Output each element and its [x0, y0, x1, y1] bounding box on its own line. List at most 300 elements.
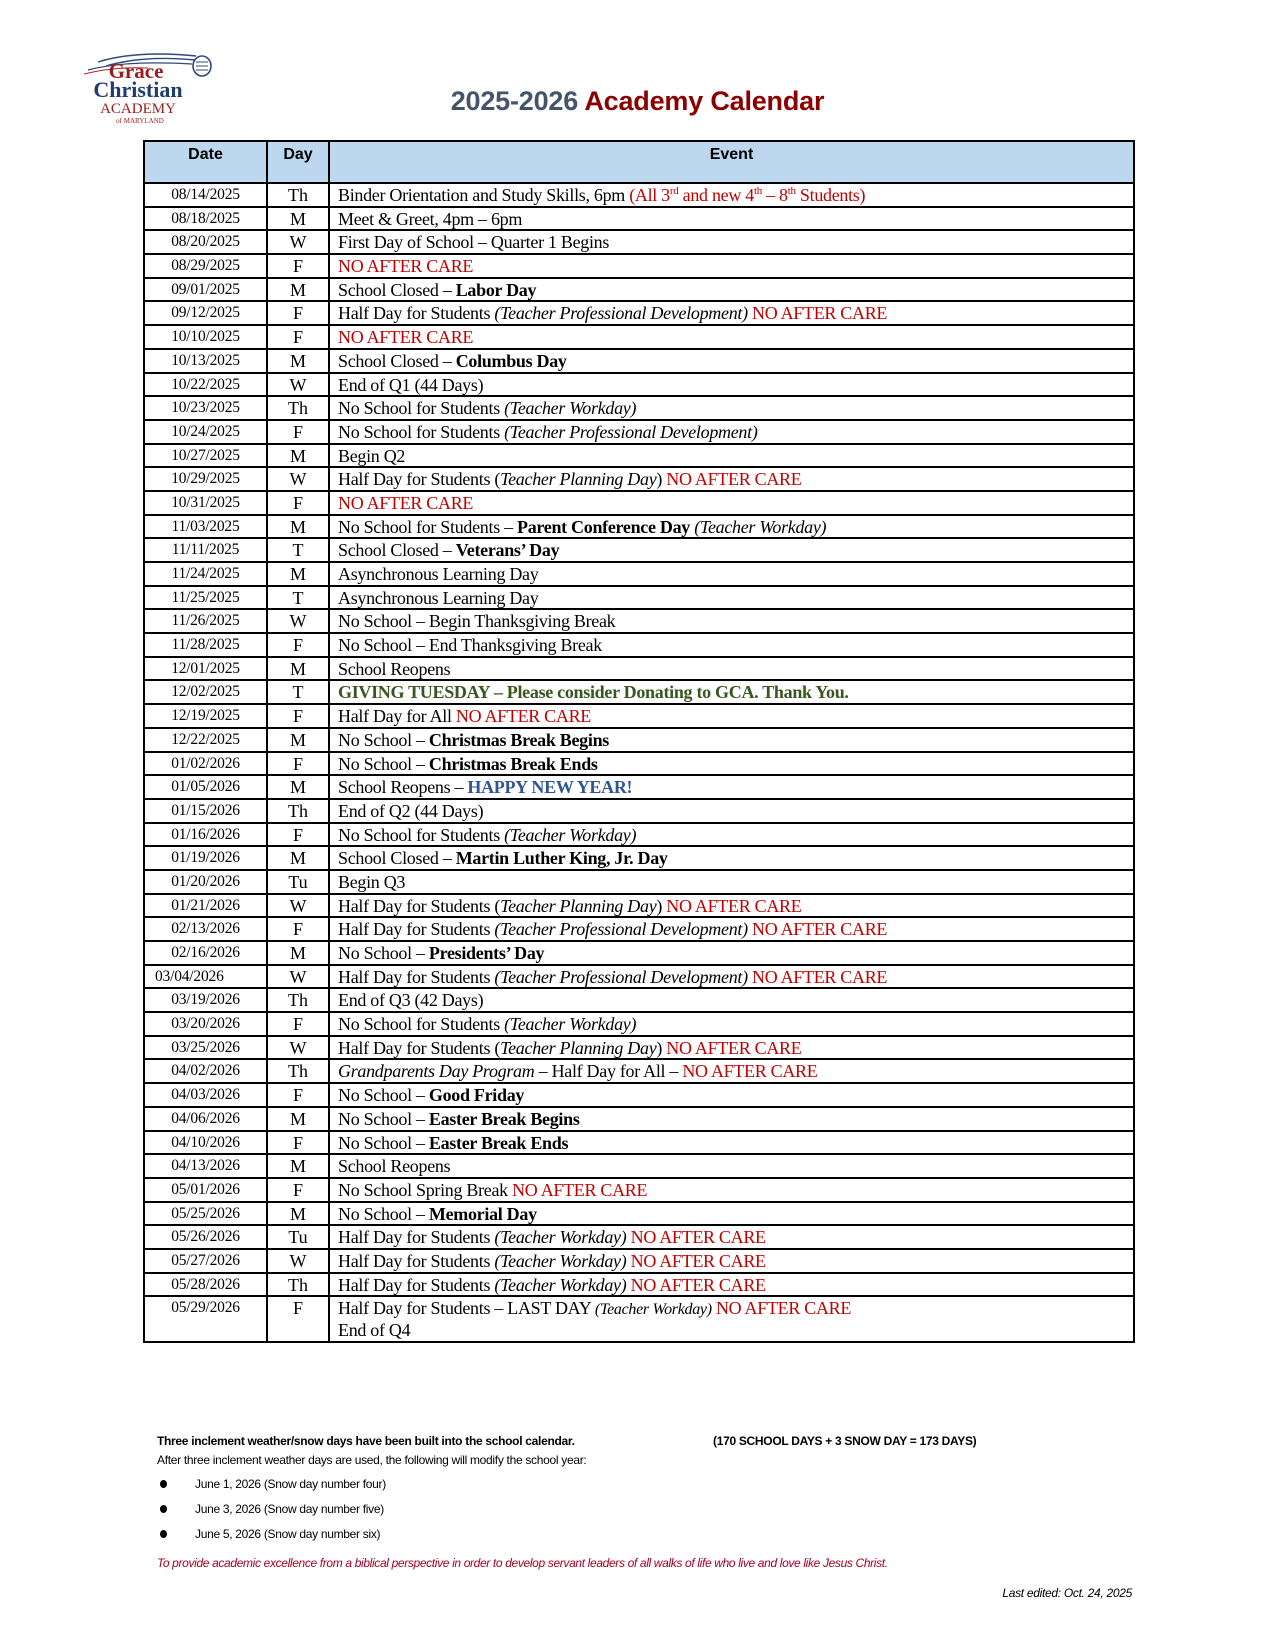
cell-day: M — [267, 349, 329, 373]
cell-event — [329, 349, 1134, 373]
cell-date: 05/27/2026 — [144, 1249, 267, 1273]
table-row — [144, 680, 1134, 704]
cell-day: M — [267, 278, 329, 302]
cell-day: Th — [267, 1059, 329, 1083]
cell-day: M — [267, 728, 329, 752]
event-text-segment: No School – — [338, 1085, 429, 1106]
event-text-segment: No School – — [338, 1203, 429, 1224]
event-text-segment: No School – — [338, 1108, 429, 1129]
cell-event — [329, 183, 1134, 207]
cell-event — [329, 278, 1134, 302]
last-edited: Last edited: Oct. 24, 2025 — [1002, 1586, 1132, 1600]
cell-event — [329, 728, 1134, 752]
cell-event — [329, 230, 1134, 254]
table-row — [144, 325, 1134, 349]
table-row — [144, 965, 1134, 989]
event-text-segment: (Teacher Workday) — [494, 1227, 627, 1248]
event-text-segment: No School for Students — [338, 421, 505, 442]
list-item — [158, 1526, 386, 1551]
table-header-row — [144, 141, 1134, 183]
cell-event — [329, 254, 1134, 278]
mission-statement: To provide academic excellence from a biblical perspective in order to develop servant leaders of all walks of life who live and love like Jesus Christ. — [157, 1556, 888, 1570]
table-row — [144, 278, 1134, 302]
cell-event — [329, 325, 1134, 349]
event-text-segment: Half Day for Students ( — [338, 895, 501, 916]
event-text-segment: Parent Conference Day — [517, 516, 690, 537]
cell-date: 08/20/2025 — [144, 230, 267, 254]
cell-day: W — [267, 467, 329, 491]
table-row — [144, 467, 1134, 491]
cell-day: F — [267, 633, 329, 657]
cell-day: M — [267, 515, 329, 539]
event-text-segment: NO AFTER CARE — [338, 492, 474, 513]
event-text-segment: Binder Orientation and Study Skills, 6pm — [338, 185, 630, 205]
table-row — [144, 491, 1134, 515]
cell-event — [329, 609, 1134, 633]
cell-event — [329, 1059, 1134, 1083]
cell-day: F — [267, 823, 329, 847]
cell-event — [329, 1202, 1134, 1226]
cell-date: 04/06/2026 — [144, 1107, 267, 1131]
cell-event — [329, 1083, 1134, 1107]
cell-day: M — [267, 1202, 329, 1226]
event-text-segment: NO AFTER CARE — [666, 1037, 802, 1058]
cell-date: 08/29/2025 — [144, 254, 267, 278]
cell-day: M — [267, 941, 329, 965]
table-row — [144, 562, 1134, 586]
event-text-segment: Begin Q3 — [338, 871, 406, 892]
event-text-segment: Half Day for Students — [338, 966, 495, 987]
table-row — [144, 515, 1134, 539]
cell-date: 10/23/2025 — [144, 396, 267, 420]
cell-date: 02/16/2026 — [144, 941, 267, 965]
cell-date: 10/27/2025 — [144, 444, 267, 468]
cell-date: 01/21/2026 — [144, 894, 267, 918]
cell-day: F — [267, 301, 329, 325]
table-row — [144, 1202, 1134, 1226]
event-text-segment: Teacher Planning Day — [500, 1037, 657, 1058]
cell-event — [329, 941, 1134, 965]
event-text-segment: Half Day for Students — [338, 1227, 495, 1248]
cell-day: M — [267, 846, 329, 870]
event-text-segment: No School – — [338, 1132, 429, 1153]
cell-event — [329, 396, 1134, 420]
cell-event — [329, 1036, 1134, 1060]
column-header-event: Event — [329, 141, 1134, 183]
event-text-segment: NO AFTER CARE — [752, 919, 888, 940]
table-row — [144, 941, 1134, 965]
list-item — [158, 1501, 386, 1526]
cell-day: M — [267, 444, 329, 468]
table-row — [144, 704, 1134, 728]
cell-day: Th — [267, 799, 329, 823]
cell-day: M — [267, 562, 329, 586]
bullet-icon — [160, 1530, 167, 1538]
table-row — [144, 1107, 1134, 1131]
table-row — [144, 420, 1134, 444]
event-text-segment: No School for Students — [338, 1014, 505, 1035]
logo-text-christian: Christian — [93, 77, 183, 102]
event-text-segment: Memorial Day — [428, 1203, 537, 1224]
event-text-segment: (Teacher Professional Development) — [504, 421, 758, 442]
cell-day: M — [267, 1107, 329, 1131]
cell-day: Th — [267, 988, 329, 1012]
event-text-segment: School Closed – — [338, 279, 456, 300]
cell-date: 10/31/2025 — [144, 491, 267, 515]
snow-day-list — [158, 1476, 386, 1551]
snow-day-item: June 3, 2026 (Snow day number five) — [195, 1502, 384, 1516]
cell-date: 12/22/2025 — [144, 728, 267, 752]
logo-text-maryland: of MARYLAND — [116, 117, 164, 125]
cell-event — [329, 586, 1134, 610]
event-text-segment: NO AFTER CARE — [666, 895, 802, 916]
event-text-segment: School Closed – — [338, 848, 456, 869]
table-row — [144, 586, 1134, 610]
cell-date: 10/22/2025 — [144, 373, 267, 397]
cell-event — [329, 301, 1134, 325]
event-text-segment: Half Day for Students ( — [338, 469, 501, 490]
cell-event — [329, 207, 1134, 231]
event-text-segment: (Teacher Workday) — [494, 1274, 627, 1295]
event-text-segment: GIVING TUESDAY – Please consider Donating to GCA. Thank You. — [338, 682, 849, 703]
event-text-segment: (Teacher Professional Development) — [494, 919, 748, 940]
bullet-icon — [160, 1505, 167, 1513]
cell-day: W — [267, 965, 329, 989]
cell-date: 08/14/2025 — [144, 183, 267, 207]
event-text-segment: NO AFTER CARE — [630, 1227, 766, 1248]
event-text-segment: Asynchronous Learning Day — [338, 587, 539, 608]
event-text-segment: End of Q4 — [338, 1320, 411, 1341]
cell-date: 11/25/2025 — [144, 586, 267, 610]
cell-event — [329, 1178, 1134, 1202]
cell-event — [329, 1225, 1134, 1249]
cell-day: T — [267, 680, 329, 704]
cell-date: 05/29/2026 — [144, 1296, 267, 1342]
cell-event — [329, 965, 1134, 989]
event-text-segment: School Reopens — [338, 1156, 451, 1177]
cell-day: M — [267, 775, 329, 799]
cell-date: 01/16/2026 — [144, 823, 267, 847]
table-row — [144, 230, 1134, 254]
event-text-segment: No School for Students — [338, 398, 505, 419]
title-year: 2025-2026 — [450, 86, 579, 116]
cell-day: W — [267, 894, 329, 918]
event-text-segment: School Closed – — [338, 350, 456, 371]
event-text-segment: Half Day for Students — [338, 919, 495, 940]
cell-date: 05/01/2026 — [144, 1178, 267, 1202]
cell-day: F — [267, 1012, 329, 1036]
event-text-segment: Teacher Planning Day — [500, 469, 657, 490]
event-text-segment: No School – — [338, 729, 429, 750]
table-row — [144, 396, 1134, 420]
event-text-segment: Easter Break Ends — [428, 1132, 569, 1153]
table-row — [144, 657, 1134, 681]
cell-event — [329, 538, 1134, 562]
table-row — [144, 752, 1134, 776]
cell-day: Th — [267, 183, 329, 207]
cell-date: 01/20/2026 — [144, 870, 267, 894]
event-text-segment: ) — [656, 895, 667, 916]
event-text-segment: School Reopens – — [338, 777, 468, 798]
cell-day: F — [267, 491, 329, 515]
cell-date: 03/20/2026 — [144, 1012, 267, 1036]
cell-date: 10/24/2025 — [144, 420, 267, 444]
event-text-segment: and new 4 — [678, 185, 754, 205]
cell-day: F — [267, 1131, 329, 1155]
table-row — [144, 1012, 1134, 1036]
table-row — [144, 799, 1134, 823]
event-text-segment: School Closed – — [338, 540, 456, 561]
event-text-segment: HAPPY NEW YEAR! — [467, 777, 633, 798]
event-text-segment: Asynchronous Learning Day — [338, 564, 539, 584]
event-text-segment: – Half Day for All – — [534, 1061, 683, 1082]
cell-day: W — [267, 1036, 329, 1060]
cell-day: Th — [267, 1273, 329, 1297]
cell-event — [329, 1296, 1134, 1342]
cell-date: 01/05/2026 — [144, 775, 267, 799]
cell-event — [329, 988, 1134, 1012]
cell-event — [329, 657, 1134, 681]
cell-date: 10/29/2025 — [144, 467, 267, 491]
table-row — [144, 894, 1134, 918]
calendar-table — [143, 140, 1135, 1343]
cell-day: Tu — [267, 870, 329, 894]
cell-day: T — [267, 538, 329, 562]
table-row — [144, 775, 1134, 799]
table-row — [144, 349, 1134, 373]
cell-day: F — [267, 1083, 329, 1107]
cell-day: W — [267, 1249, 329, 1273]
cell-event — [329, 1012, 1134, 1036]
cell-event — [329, 752, 1134, 776]
cell-event — [329, 491, 1134, 515]
cell-day: F — [267, 1296, 329, 1342]
cell-event — [329, 680, 1134, 704]
event-text-segment: NO AFTER CARE — [666, 469, 802, 490]
cell-date: 12/19/2025 — [144, 704, 267, 728]
cell-event — [329, 515, 1134, 539]
event-text-segment: NO AFTER CARE — [752, 966, 888, 987]
cell-day: F — [267, 420, 329, 444]
event-text-segment: NO AFTER CARE — [682, 1061, 818, 1082]
event-text-segment: No School – Begin Thanksgiving Break — [338, 611, 616, 632]
event-text-segment: (Teacher Workday) — [504, 824, 637, 845]
title-name: Academy Calendar — [584, 86, 825, 116]
cell-date: 05/25/2026 — [144, 1202, 267, 1226]
cell-date: 12/02/2025 — [144, 680, 267, 704]
event-text-segment: Martin Luther King, Jr. Day — [455, 848, 668, 869]
cell-event — [329, 373, 1134, 397]
cell-date: 03/25/2026 — [144, 1036, 267, 1060]
table-row — [144, 823, 1134, 847]
calendar-body — [144, 183, 1134, 1342]
event-text-segment: End of Q1 (44 Days) — [338, 374, 484, 395]
event-text-segment: Half Day for Students — [338, 1274, 495, 1295]
table-row — [144, 254, 1134, 278]
event-text-segment: NO AFTER CARE — [338, 327, 474, 348]
event-text-segment: No School – End Thanksgiving Break — [338, 635, 602, 656]
event-text-segment: (All 3 — [629, 185, 670, 205]
cell-event — [329, 799, 1134, 823]
cell-date: 10/13/2025 — [144, 349, 267, 373]
table-row — [144, 988, 1134, 1012]
cell-date: 11/11/2025 — [144, 538, 267, 562]
cell-date: 01/02/2026 — [144, 752, 267, 776]
table-row — [144, 870, 1134, 894]
table-row — [144, 373, 1134, 397]
cell-day: M — [267, 1154, 329, 1178]
cell-day: F — [267, 917, 329, 941]
event-text-segment: ) — [656, 469, 667, 490]
table-row — [144, 917, 1134, 941]
cell-day: W — [267, 373, 329, 397]
event-text-segment: – 8 — [761, 185, 788, 205]
table-row — [144, 301, 1134, 325]
cell-event — [329, 633, 1134, 657]
table-row — [144, 1083, 1134, 1107]
cell-day: Th — [267, 396, 329, 420]
snow-day-item: June 1, 2026 (Snow day number four) — [195, 1477, 386, 1491]
cell-day: F — [267, 325, 329, 349]
table-row — [144, 538, 1134, 562]
logo-text-grace: Grace — [108, 59, 164, 83]
event-text-segment: No School – — [338, 943, 429, 963]
event-text-segment: Teacher Planning Day — [500, 895, 657, 916]
cell-date: 05/26/2026 — [144, 1225, 267, 1249]
event-text-segment: ) — [656, 1037, 667, 1058]
cell-date: 09/01/2025 — [144, 278, 267, 302]
table-row — [144, 1036, 1134, 1060]
cell-date: 02/13/2026 — [144, 917, 267, 941]
event-text-segment: First Day of School – Quarter 1 Begins — [338, 232, 610, 253]
event-text-segment: NO AFTER CARE — [338, 256, 474, 277]
cell-event — [329, 1249, 1134, 1273]
event-text-segment: Christmas Break Begins — [428, 729, 609, 750]
event-text-segment: School Reopens — [338, 658, 451, 679]
modify-note: After three inclement weather days are used, the following will modify the school year: — [157, 1453, 587, 1467]
table-row — [144, 207, 1134, 231]
cell-date: 12/01/2025 — [144, 657, 267, 681]
cell-date: 11/03/2025 — [144, 515, 267, 539]
table-row — [144, 1273, 1134, 1297]
cell-event — [329, 894, 1134, 918]
event-text-segment: No School for Students – — [338, 516, 517, 537]
cell-date: 01/15/2026 — [144, 799, 267, 823]
event-text-segment: No School – — [338, 753, 429, 774]
event-text-segment: (Teacher Professional Development) — [494, 966, 748, 987]
event-text-segment: NO AFTER CARE — [630, 1250, 766, 1271]
cell-day: M — [267, 657, 329, 681]
snow-days-note: Three inclement weather/snow days have been built into the school calendar. — [157, 1434, 575, 1448]
cell-day: F — [267, 254, 329, 278]
cell-date: 11/24/2025 — [144, 562, 267, 586]
event-text-segment: Easter Break Begins — [428, 1108, 580, 1129]
event-text-segment: NO AFTER CARE — [630, 1274, 766, 1295]
event-text-segment: No School Spring Break — [338, 1179, 513, 1200]
event-text-segment: rd — [669, 185, 679, 197]
event-text-segment: NO AFTER CARE — [715, 1298, 852, 1319]
event-text-segment: No School for Students — [338, 824, 505, 845]
column-header-day: Day — [267, 141, 329, 183]
cell-event — [329, 870, 1134, 894]
cell-day: Tu — [267, 1225, 329, 1249]
cell-event — [329, 467, 1134, 491]
table-row — [144, 1178, 1134, 1202]
table-row — [144, 183, 1134, 207]
event-text-segment: Half Day for Students — [338, 303, 495, 324]
event-text-segment: Labor Day — [455, 279, 537, 300]
cell-day: W — [267, 609, 329, 633]
table-row — [144, 444, 1134, 468]
cell-event — [329, 1107, 1134, 1131]
bullet-icon — [160, 1480, 167, 1488]
cell-date: 11/26/2025 — [144, 609, 267, 633]
table-row — [144, 1131, 1134, 1155]
cell-date: 04/10/2026 — [144, 1131, 267, 1155]
event-text-segment: th — [753, 185, 762, 197]
event-text-segment: Meet & Greet, 4pm – 6pm — [338, 208, 523, 229]
table-row — [144, 1296, 1134, 1342]
cell-event — [329, 562, 1134, 586]
column-header-date: Date — [144, 141, 267, 183]
event-text-segment: Half Day for All — [338, 706, 456, 727]
table-row — [144, 633, 1134, 657]
table-row — [144, 1154, 1134, 1178]
cell-event — [329, 1154, 1134, 1178]
event-text-segment: NO AFTER CARE — [752, 303, 888, 324]
snow-day-item: June 5, 2026 (Snow day number six) — [195, 1527, 381, 1541]
cell-date: 08/18/2025 — [144, 207, 267, 231]
event-text-segment: (Teacher Workday) — [504, 398, 637, 419]
logo-text-academy: ACADEMY — [100, 101, 176, 117]
table-row — [144, 1249, 1134, 1273]
event-text-segment: NO AFTER CARE — [512, 1179, 648, 1200]
table-row — [144, 728, 1134, 752]
cell-event — [329, 823, 1134, 847]
cell-day: F — [267, 752, 329, 776]
table-row — [144, 1225, 1134, 1249]
event-text-segment: Veterans’ Day — [455, 540, 560, 561]
event-text-segment: Presidents’ Day — [428, 943, 545, 963]
event-text-segment: th — [787, 185, 796, 197]
table-row — [144, 846, 1134, 870]
cell-date: 01/19/2026 — [144, 846, 267, 870]
event-text-segment: Half Day for Students – LAST DAY — [338, 1298, 595, 1319]
event-text-segment: Good Friday — [428, 1085, 525, 1106]
event-text-segment: End of Q2 (44 Days) — [338, 800, 484, 821]
event-text-segment: (Teacher Workday) — [594, 1301, 712, 1319]
cell-day: T — [267, 586, 329, 610]
cell-event — [329, 420, 1134, 444]
cell-day: W — [267, 230, 329, 254]
event-text-segment: NO AFTER CARE — [455, 706, 591, 727]
cell-day: F — [267, 1178, 329, 1202]
event-text-segment: Begin Q2 — [338, 445, 406, 466]
cell-date: 10/10/2025 — [144, 325, 267, 349]
cell-day: F — [267, 704, 329, 728]
cell-day: M — [267, 207, 329, 231]
cell-event — [329, 444, 1134, 468]
event-text-segment: End of Q3 (42 Days) — [338, 990, 484, 1011]
school-days-total: (170 SCHOOL DAYS + 3 SNOW DAY = 173 DAYS) — [713, 1434, 977, 1448]
cell-event — [329, 846, 1134, 870]
cell-date: 04/03/2026 — [144, 1083, 267, 1107]
cell-date: 04/02/2026 — [144, 1059, 267, 1083]
cell-event — [329, 1273, 1134, 1297]
cell-date: 09/12/2025 — [144, 301, 267, 325]
event-text-segment: (Teacher Professional Development) — [494, 303, 748, 324]
event-text-segment: Students) — [795, 185, 866, 205]
